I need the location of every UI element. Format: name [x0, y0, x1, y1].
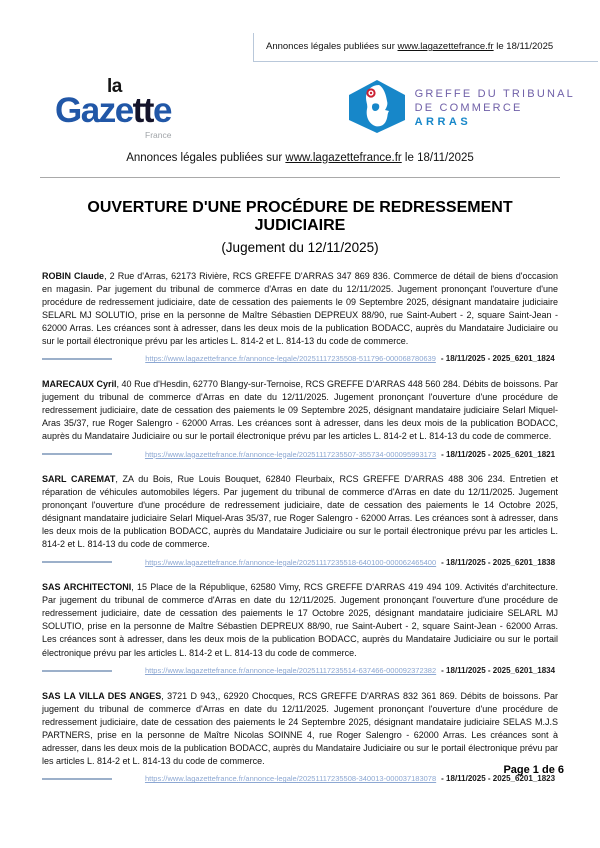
announcement-ref: - 18/11/2025 - 2025_6201_1821 [441, 449, 556, 459]
la-gazette-logo [55, 77, 171, 140]
divider-rule [42, 358, 112, 360]
announcement-link[interactable]: https://www.lagazettefrance.fr/annonce-legale/20251117235507-355734-000095993173 [144, 449, 437, 459]
announcements-list [42, 270, 558, 784]
header-note-prefix: Annonces légales publiées sur [266, 41, 398, 52]
divider-rule [42, 778, 112, 780]
divider-rule [42, 670, 112, 672]
announcement-text: SAS LA VILLA DES ANGES, 3721 D 943,, 62920 Chocques, RCS GREFFE D'ARRAS 832 361 869. Débits de boissons. Par jugement du tribunal de commerce d'Arras en date du 12/11/2025. Jugement prononçant l'ouverture d'une procédure de redressement judiciaire, date de cessation des paiements le 24 Septembre 2025, désignant mandataire judiciaire SELAS M.J.S PARTNERS, prise en la personne de Maître Nicolas SOINNE 4, rue Roger Salengro - 62000 Arras. Les créances sont à adresser, dans les deux mois de la publication BODACC, auprès du Mandataire Judiciaire ou sur le portail électronique prévu par les articles L. 814-2 et L. 814-13 du code de commerce. [42, 690, 558, 766]
publication-note-suffix: le 18/11/2025 [401, 151, 474, 164]
announcement-entry [42, 270, 558, 364]
greffe-logo-city: ARRAS [414, 115, 472, 128]
greffe-tribunal-logo [349, 80, 575, 138]
page-subtitle: (Jugement du 12/11/2025) [221, 239, 379, 255]
announcement-company-name: ROBIN Claude [42, 270, 105, 281]
announcement-ref: - 18/11/2025 - 2025_6201_1834 [441, 666, 556, 676]
announcement-company-name: SAS ARCHITECTONI [42, 582, 132, 593]
announcement-entry [42, 473, 558, 567]
announcement-text: SAS ARCHITECTONI, 15 Place de la République, 62580 Vimy, RCS GREFFE D'ARRAS 419 494 109. Activités d'architecture. Par jugement du tribunal de commerce d'Arras en date du 12/11/2025. Jugement prononçant l'ouverture d'une procédure de redressement judiciaire, date de cessation des paiements le 17 Octobre 2025, désignant mandataire judiciaire SELARL MJ SOLUTIO, prise en la personne de Maître Sébastien DEPREUX 88/90, rue Saint-Aubert - 2, square Saint-Jean - 62000 Arras. Les créances sont à adresser, dans les deux mois de la publication BODACC, auprès du Mandataire Judiciaire ou sur le portail électronique prévu par les articles L. 814-2 et L. 814-13 du code de commerce. [42, 582, 558, 658]
announcement-link-row [42, 557, 558, 567]
announcement-link[interactable]: https://www.lagazettefrance.fr/annonce-legale/20251117235508-511796-000068780639 [145, 354, 436, 364]
announcement-text: MARECAUX Cyril, 40 Rue d'Hesdin, 62770 Blangy-sur-Ternoise, RCS GREFFE D'ARRAS 448 560 284. Débits de boissons. Par jugement du tribunal de commerce d'Arras en date du 12/11/2025. Jugement prononçant l'ouverture d'une procédure de redressement judiciaire, date de cessation des paiements le 09 Septembre 2025, désignant mandataire judiciaire Selarl Miquel-Aras 35/37, rue Roger Salengro - 62000 Arras. Les créances sont à adresser, dans les deux mois de la publication BODACC, auprès du Mandataire Judiciaire ou sur le portail électronique prévu par les articles L. 814-2 et L. 814-13 du code de commerce. [42, 378, 558, 441]
gazette-logo-la: la [107, 76, 122, 97]
header-note-suffix: le 18/11/2025 [493, 41, 554, 52]
page-title: OUVERTURE D'UNE PROCÉDURE DE REDRESSEMENT JUDICIAIRE [87, 198, 513, 234]
announcement-entry [42, 581, 558, 675]
header-note-url: www.lagazettefrance.fr [397, 41, 494, 52]
divider-rule [42, 453, 112, 455]
announcement-link-row [42, 666, 558, 676]
announcement-text: ROBIN Claude, 2 Rue d'Arras, 62173 Rivière, RCS GREFFE D'ARRAS 347 869 836. Commerce de détail de biens d'occasion en magasin. Par jugement du tribunal de commerce d'Arras en date du 12/11/2025. Jugement prononçant l'ouverture d'une procédure de redressement judiciaire, date de cessation des paiements le 09 Septembre 2025, désignant mandataire judiciaire SELARL MJ SOLUTIO, prise en la personne de Maître Sébastien DEPREUX 88/90, rue Saint-Aubert - 2, square Saint-Jean - 62000 Arras. Les créances sont à adresser, dans les deux mois de la publication BODACC, auprès du Mandataire Judiciaire ou sur le portail électronique prévu par les articles L. 814-2 et L. 814-13 du code de commerce. [42, 270, 558, 346]
publication-note [0, 152, 600, 164]
publication-note-prefix: Annonces légales publiées sur [126, 151, 286, 164]
announcement-entry [42, 690, 558, 784]
announcement-link-row [42, 774, 558, 784]
announcement-company-name: MARECAUX Cyril [42, 378, 117, 389]
announcement-ref: - 18/11/2025 - 2025_6201_1824 [440, 354, 555, 364]
publication-note-url: www.lagazettefrance.fr [285, 151, 402, 164]
divider-rule [42, 561, 112, 563]
greffe-logo-text [415, 88, 575, 129]
announcement-link[interactable]: https://www.lagazettefrance.fr/annonce-legale/20251117235508-340013-000037183078 [144, 774, 437, 784]
header-note [253, 33, 598, 62]
announcement-company-name: SARL CAREMAT [42, 474, 116, 485]
announcement-ref: - 18/11/2025 - 2025_6201_1838 [441, 557, 556, 567]
announcement-entry [42, 378, 558, 459]
announcement-link-row [42, 354, 558, 364]
announcement-text: SARL CAREMAT, ZA du Bois, Rue Louis Bouquet, 62840 Fleurbaix, RCS GREFFE D'ARRAS 488 306 234. Entretien et réparation de véhicules automobiles légers. Par jugement du tribunal de commerce d'Arras en date du 12/11/2025. Jugement prononçant l'ouverture d'une procédure de redressement judiciaire, date de cessation des paiements le 14 Octobre 2025, désignant mandataire judiciaire Selarl Miquel-Aras 35/37, rue Roger Salengro - 62000 Arras. Les créances sont à adresser, dans les deux mois de la publication BODACC, auprès du Mandataire Judiciaire ou sur le portail électronique prévu par les articles L. 814-2 et L. 814-13 du code de commerce. [42, 474, 558, 550]
announcement-link[interactable]: https://www.lagazettefrance.fr/annonce-legale/20251117235514-637466-000092372382 [144, 666, 437, 676]
logos-row [55, 77, 575, 140]
greffe-logo-line2: DE COMMERCE [414, 102, 523, 115]
announcement-ref: - 18/11/2025 - 2025_6201_1823 [441, 774, 556, 784]
announcement-link[interactable]: https://www.lagazettefrance.fr/annonce-legale/20251117235518-640100-000062465400 [144, 557, 437, 567]
greffe-logo-line1: GREFFE DU TRIBUNAL [414, 88, 575, 101]
gazette-logo-wordmark: Gazette [55, 91, 171, 130]
announcement-company-name: SAS LA VILLA DES ANGES [42, 690, 162, 701]
marianne-hexagon-icon [349, 80, 405, 138]
gazette-logo-country: France [145, 130, 172, 140]
header-divider [40, 177, 560, 178]
page-number: Page 1 de 6 [503, 764, 564, 776]
announcement-link-row [42, 449, 558, 459]
